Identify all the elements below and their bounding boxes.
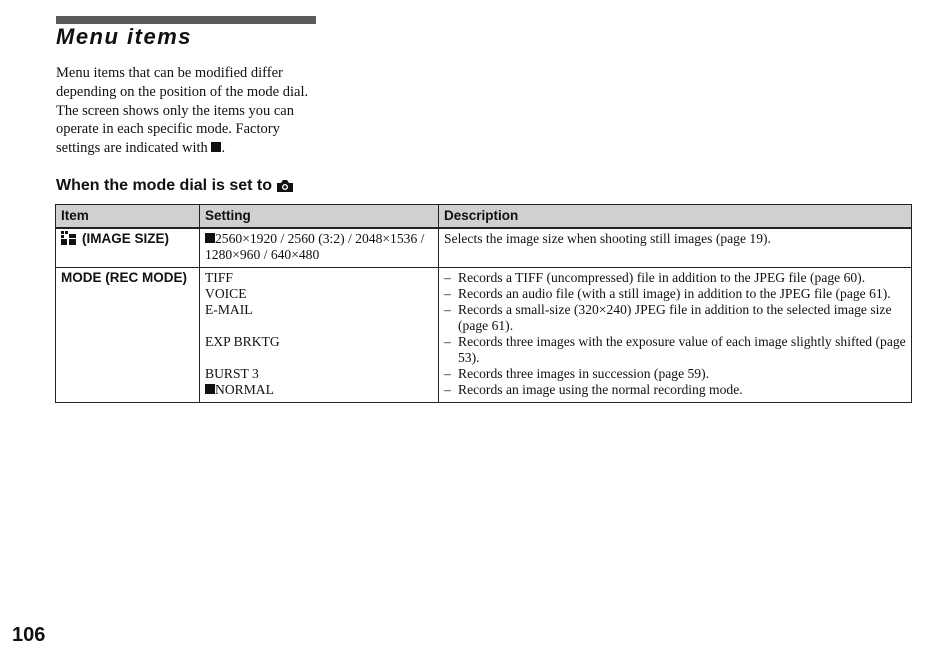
- setting-line: BURST 3: [205, 366, 259, 381]
- list-item: – Records a TIFF (uncompressed) file in addition to the JPEG file (page 60).: [444, 270, 906, 286]
- list-item: – Records three images with the exposure value of each image slightly shifted (page 53).: [444, 334, 906, 366]
- item-cell: MODE (REC MODE): [56, 268, 200, 403]
- list-item: – Records an audio file (with a still image) in addition to the JPEG file (page 61).: [444, 286, 906, 302]
- setting-text: NORMAL: [215, 382, 274, 397]
- item-cell: [56, 228, 200, 268]
- title-rule: [56, 16, 316, 24]
- description-cell: Selects the image size when shooting still images (page 19).: [439, 228, 912, 268]
- setting-cell: [200, 268, 439, 403]
- header-description: Description: [439, 205, 912, 229]
- setting-line: EXP BRKTG: [205, 334, 280, 349]
- page-number: 106: [12, 624, 46, 646]
- list-item: – Records a small-size (320×240) JPEG file in addition to the selected image size (page 61).: [444, 302, 906, 334]
- setting-line: [205, 350, 433, 366]
- table-row: [56, 268, 912, 403]
- setting-line: VOICE: [205, 286, 247, 301]
- camera-icon: [276, 179, 294, 198]
- intro-paragraph: [56, 64, 326, 158]
- list-item: – Records three images in succession (page 59).: [444, 366, 906, 382]
- black-square-icon: [205, 384, 215, 394]
- description-cell: [439, 268, 912, 403]
- table-row: [56, 228, 912, 268]
- item-label: (IMAGE SIZE): [82, 231, 169, 246]
- black-square-icon: [205, 233, 215, 243]
- section-heading: [56, 177, 294, 198]
- setting-line: 1280×960 / 640×480: [205, 247, 320, 262]
- menu-table: [55, 204, 912, 403]
- setting-cell: [200, 228, 439, 268]
- table-header-row: [56, 205, 912, 229]
- setting-line: [205, 382, 433, 398]
- intro-text: Menu items that can be modified differ depending on the position of the mode dial. The screen shows only the items you can operate in each specific mode. Factory settings are indicated with: [56, 65, 309, 157]
- header-setting: Setting: [200, 205, 439, 229]
- list-item: – Records an image using the normal recording mode.: [444, 382, 906, 398]
- image-size-icon: [61, 231, 76, 249]
- setting-line: TIFF: [205, 270, 233, 285]
- page-title: Menu items: [56, 24, 193, 49]
- intro-end: .: [221, 140, 226, 157]
- setting-line: E-MAIL: [205, 302, 253, 317]
- black-square-icon: [211, 142, 221, 152]
- setting-text: 2560×1920 / 2560 (3:2) / 2048×1536 /: [215, 231, 425, 246]
- setting-line: [205, 231, 433, 247]
- description-list: [444, 270, 906, 398]
- setting-line: [205, 318, 433, 334]
- section-heading-text: When the mode dial is set to: [56, 177, 273, 194]
- header-item: Item: [56, 205, 200, 229]
